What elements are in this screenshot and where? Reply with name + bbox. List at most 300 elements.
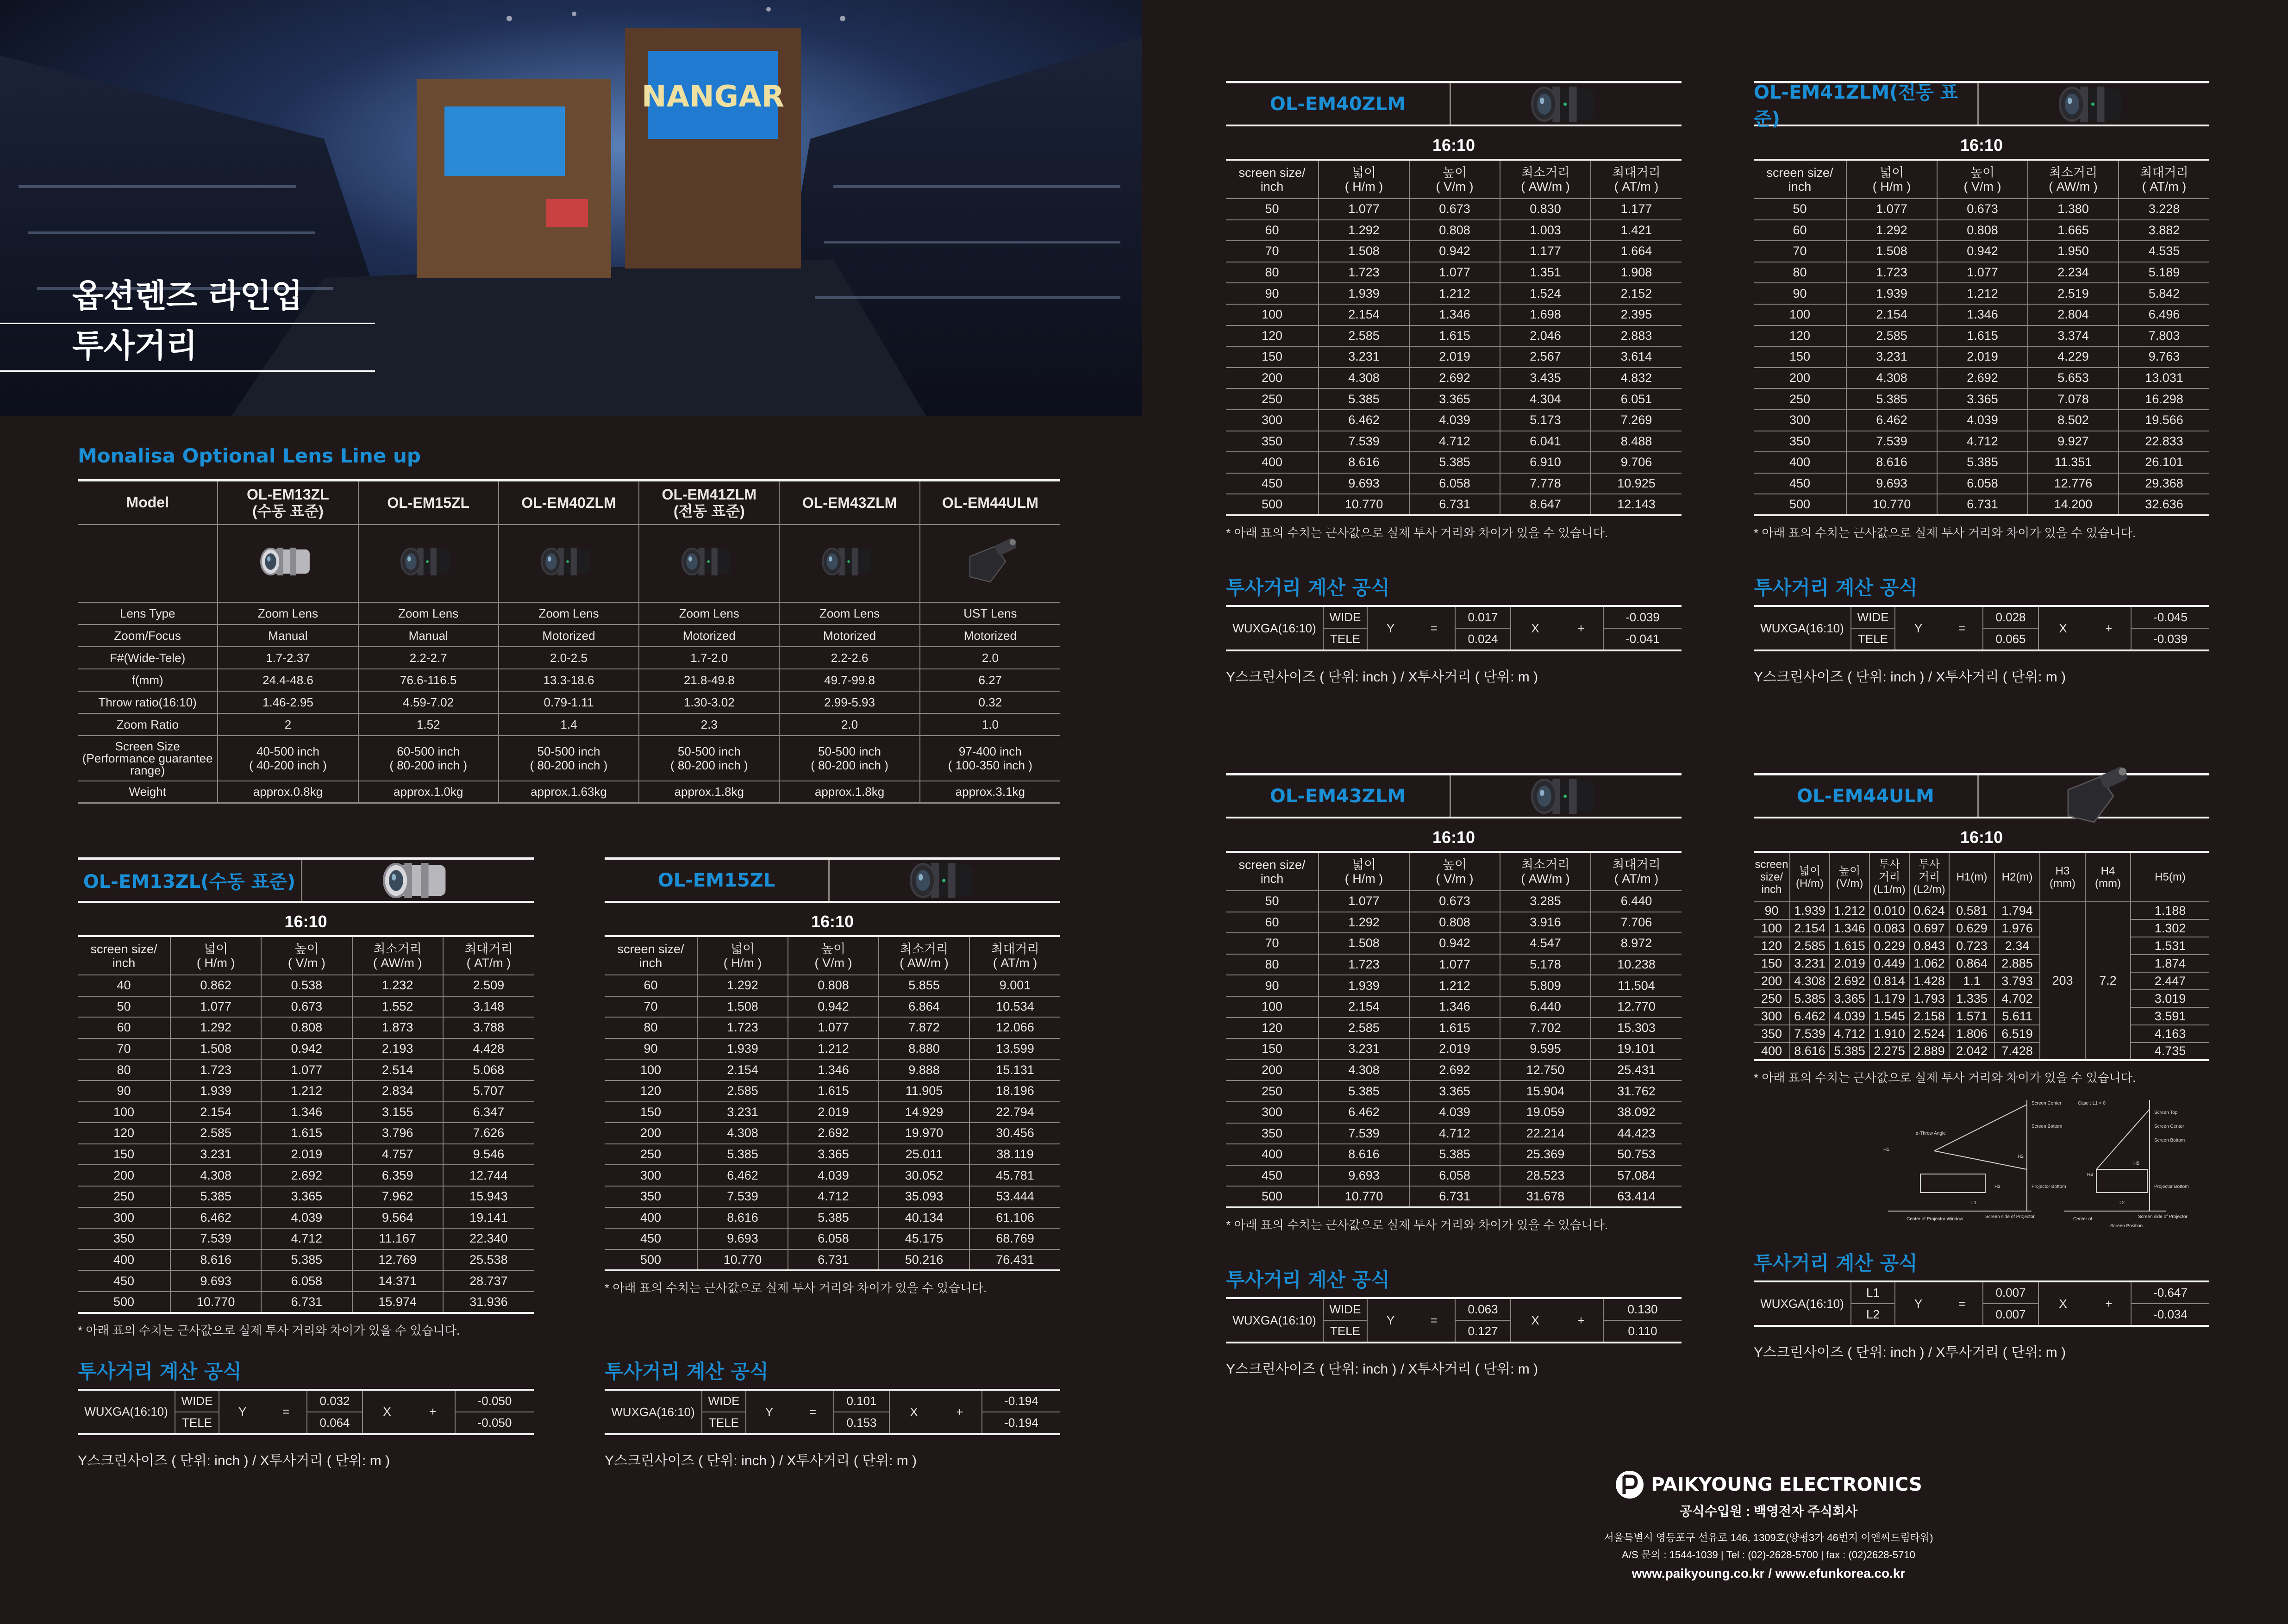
table-cell: 28.737 bbox=[443, 1270, 534, 1292]
table-cell: 9.888 bbox=[879, 1059, 969, 1081]
table-cell: 8.880 bbox=[879, 1038, 969, 1060]
table-cell: 30.456 bbox=[969, 1123, 1060, 1144]
table-cell: 11.167 bbox=[352, 1228, 443, 1249]
table-cell: 350 bbox=[1226, 1123, 1319, 1144]
model-name: OL-EM44ULM bbox=[920, 481, 1060, 525]
table-cell: 2.585 bbox=[697, 1081, 788, 1102]
table-cell: 19.141 bbox=[443, 1207, 534, 1229]
table-cell: 12.750 bbox=[1500, 1060, 1591, 1081]
table-cell: 1.723 bbox=[170, 1059, 261, 1081]
table-cell: 200 bbox=[1226, 1060, 1319, 1081]
col-header: 높이 (V/m) bbox=[1830, 852, 1869, 902]
table-cell: 3.365 bbox=[261, 1186, 352, 1207]
formula-table bbox=[1754, 1280, 2209, 1327]
table-cell: 9.001 bbox=[969, 975, 1060, 996]
table-cell: 2.692 bbox=[1937, 368, 2028, 389]
table-cell: 3.019 bbox=[2131, 990, 2209, 1007]
table-cell: 350 bbox=[78, 1228, 170, 1249]
formula-coef-a: 0.024 bbox=[1455, 628, 1511, 650]
footer-web[interactable] bbox=[1500, 1566, 2037, 1581]
table-cell: 13.031 bbox=[2119, 368, 2209, 389]
overview-table bbox=[78, 479, 1060, 806]
table-cell: 25.538 bbox=[443, 1249, 534, 1271]
lens-icon bbox=[2050, 764, 2138, 829]
aspect-ratio: 16:10 bbox=[1960, 136, 2003, 155]
table-cell: 2.692 bbox=[261, 1165, 352, 1186]
formula-tele-label: TELE bbox=[175, 1412, 219, 1434]
table-cell: 100 bbox=[1754, 304, 1846, 325]
table-cell: 1.794 bbox=[1994, 902, 2040, 919]
table-cell: 450 bbox=[78, 1270, 170, 1292]
table-cell: 1.346 bbox=[788, 1059, 879, 1081]
table-cell: 6.058 bbox=[1409, 473, 1500, 494]
spec-value: 24.4-48.6 bbox=[218, 669, 358, 691]
formula-x: X bbox=[2038, 1281, 2087, 1326]
lens-image-cell bbox=[218, 525, 358, 602]
table-cell: 250 bbox=[1226, 1081, 1319, 1102]
lens-name: OL-EM13ZL(수동 표준) bbox=[78, 860, 302, 901]
table-cell: 2.885 bbox=[1994, 955, 2040, 972]
table-cell: 0.942 bbox=[261, 1038, 352, 1060]
table-cell: 0.808 bbox=[1937, 220, 2028, 241]
table-cell: 400 bbox=[1226, 452, 1319, 473]
table-cell: 3.796 bbox=[352, 1123, 443, 1144]
table-cell: 0.942 bbox=[1409, 933, 1500, 954]
table-cell: 450 bbox=[605, 1228, 697, 1249]
diagram-label: Projector Bottom bbox=[2154, 1184, 2189, 1189]
table-cell: 1.873 bbox=[352, 1017, 443, 1038]
formula-tele-label: L2 bbox=[1851, 1304, 1895, 1326]
table-cell: 90 bbox=[1226, 283, 1319, 304]
aspect-ratio: 16:10 bbox=[1432, 828, 1475, 847]
table-cell: 2.193 bbox=[352, 1038, 443, 1060]
table-cell: 350 bbox=[1226, 431, 1319, 452]
table-cell: 300 bbox=[78, 1207, 170, 1229]
table-cell: 12.776 bbox=[2028, 473, 2119, 494]
table-cell: 31.936 bbox=[443, 1292, 534, 1313]
paikyoung-logo-icon bbox=[1615, 1470, 1644, 1499]
formula-coef-b: -0.045 bbox=[2131, 606, 2209, 628]
table-cell: 12.066 bbox=[969, 1017, 1060, 1038]
table-cell: 15.974 bbox=[352, 1292, 443, 1313]
table-cell: 1.077 bbox=[1319, 199, 1409, 220]
table-cell: 1.1 bbox=[1949, 972, 1994, 990]
table-cell: 60 bbox=[1226, 912, 1319, 933]
approx-note: * 아래 표의 수치는 근사값으로 실제 투사 거리와 차이가 있을 수 있습니다. bbox=[1754, 526, 2136, 540]
formula-units: Y스크린사이즈 ( 단위: inch ) / X투사거리 ( 단위: m ) bbox=[1754, 1345, 2066, 1360]
table-cell: 90 bbox=[605, 1038, 697, 1060]
installation-diagram bbox=[1879, 1095, 2194, 1234]
table-cell: 30.052 bbox=[879, 1165, 969, 1186]
table-cell: 61.106 bbox=[969, 1207, 1060, 1229]
formula-table bbox=[78, 1389, 534, 1435]
col-header: 넓이 ( H/m ) bbox=[1846, 160, 1937, 199]
col-header: 높이 ( V/m ) bbox=[788, 936, 879, 975]
formula-coef-b: 0.110 bbox=[1603, 1320, 1682, 1343]
table-cell: 3.231 bbox=[1319, 346, 1409, 368]
spec-value: 1.46-2.95 bbox=[218, 691, 358, 713]
spec-value: Manual bbox=[218, 625, 358, 647]
footer-importer: 공식수입원 : 백영전자 주식회사 bbox=[1679, 1504, 1858, 1518]
table-cell: 2.234 bbox=[2028, 262, 2119, 283]
table-cell: 1.346 bbox=[1409, 304, 1500, 325]
formula-resolution: WUXGA(16:10) bbox=[1226, 1298, 1323, 1343]
table-cell: 6.440 bbox=[1591, 891, 1682, 912]
table-cell: 0.083 bbox=[1869, 919, 1909, 937]
table-cell: 4.308 bbox=[1846, 368, 1937, 389]
table-cell: 2.154 bbox=[697, 1059, 788, 1081]
table-cell: 4.039 bbox=[261, 1207, 352, 1229]
table-cell: 5.855 bbox=[879, 975, 969, 996]
spec-value: Zoom Lens bbox=[499, 602, 639, 625]
formula-coef-a: 0.007 bbox=[1983, 1281, 2038, 1304]
formula-coef-a: 0.064 bbox=[307, 1412, 363, 1434]
table-cell: 22.794 bbox=[969, 1102, 1060, 1123]
image-cell bbox=[78, 525, 218, 602]
table-cell: 0.942 bbox=[788, 996, 879, 1018]
table-cell: 300 bbox=[1226, 1102, 1319, 1123]
spec-value: 21.8-49.8 bbox=[639, 669, 779, 691]
table-cell: 9.564 bbox=[352, 1207, 443, 1229]
spec-value: UST Lens bbox=[920, 602, 1060, 625]
table-cell: 6.462 bbox=[1846, 410, 1937, 431]
table-cell: 2.019 bbox=[788, 1102, 879, 1123]
table-cell: 12.770 bbox=[1591, 996, 1682, 1018]
table-cell: 4.735 bbox=[2131, 1043, 2209, 1060]
formula-y: Y bbox=[1367, 1298, 1413, 1343]
hero-title-line2: 투사거리 bbox=[72, 327, 198, 365]
table-cell: 10.770 bbox=[1319, 494, 1409, 515]
table-cell: 4.712 bbox=[788, 1186, 879, 1207]
model-name: OL-EM15ZL bbox=[358, 481, 499, 525]
formula-units: Y스크린사이즈 ( 단위: inch ) / X투사거리 ( 단위: m ) bbox=[605, 1453, 917, 1469]
table-cell: 70 bbox=[78, 1038, 170, 1060]
table-cell: 500 bbox=[1754, 494, 1846, 515]
table-cell: 1.939 bbox=[170, 1081, 261, 1102]
table-cell: 2.692 bbox=[1830, 972, 1869, 990]
spec-value: 2.2-2.6 bbox=[779, 647, 919, 669]
formula-coef-a: 0.063 bbox=[1455, 1298, 1511, 1320]
table-cell: 7.539 bbox=[170, 1228, 261, 1249]
formula-y: Y bbox=[1895, 1281, 1941, 1326]
table-cell: 12.769 bbox=[352, 1249, 443, 1271]
table-cell: 4.712 bbox=[1937, 431, 2028, 452]
overview-title: Monalisa Optional Lens Line up bbox=[78, 444, 421, 467]
col-header: 최소거리 ( AW/m ) bbox=[1500, 852, 1591, 891]
table-cell: 100 bbox=[1226, 996, 1319, 1018]
lens-name: OL-EM40ZLM bbox=[1226, 83, 1451, 125]
lens-name: OL-EM41ZLM(전동 표준) bbox=[1754, 83, 1979, 125]
table-cell: 80 bbox=[1226, 262, 1319, 283]
spec-value: 50-500 inch ( 80-200 inch ) bbox=[639, 736, 779, 781]
table-cell: 100 bbox=[605, 1059, 697, 1081]
table-cell: 2.019 bbox=[261, 1144, 352, 1165]
formula-y: Y bbox=[219, 1390, 265, 1434]
table-cell: 10.925 bbox=[1591, 473, 1682, 494]
table-cell: 1.188 bbox=[2131, 902, 2209, 919]
table-cell: 4.308 bbox=[1790, 972, 1830, 990]
formula-wide-label: WIDE bbox=[1323, 606, 1367, 628]
table-cell: 500 bbox=[1226, 494, 1319, 515]
spec-value: Motorized bbox=[499, 625, 639, 647]
formula-x: X bbox=[2038, 606, 2087, 650]
diagram-label: Screen Bottom bbox=[2154, 1138, 2185, 1143]
table-cell: 8.616 bbox=[170, 1249, 261, 1271]
table-cell: 7.778 bbox=[1500, 473, 1591, 494]
table-cell: 500 bbox=[1226, 1186, 1319, 1207]
table-cell: 6.910 bbox=[1500, 452, 1591, 473]
formula-coef-b: 0.130 bbox=[1603, 1298, 1682, 1320]
table-cell: 1.428 bbox=[1909, 972, 1949, 990]
table-cell: 2.585 bbox=[170, 1123, 261, 1144]
spec-label: Weight bbox=[78, 781, 218, 803]
table-cell: 1.077 bbox=[1846, 199, 1937, 220]
table-cell: 1.421 bbox=[1591, 220, 1682, 241]
table-cell: 4.039 bbox=[1409, 1102, 1500, 1123]
table-cell: 4.712 bbox=[1409, 431, 1500, 452]
diagram-label: L2 bbox=[2119, 1200, 2125, 1206]
table-cell: 1.232 bbox=[352, 975, 443, 996]
table-cell: 4.229 bbox=[2028, 346, 2119, 368]
formula-plus: + bbox=[2087, 606, 2131, 650]
table-cell: 5.611 bbox=[1994, 1007, 2040, 1025]
aspect-ratio: 16:10 bbox=[284, 912, 327, 931]
table-cell: 1.531 bbox=[2131, 937, 2209, 955]
formula-tele-label: TELE bbox=[1323, 1320, 1367, 1343]
spec-value: 2.99-5.93 bbox=[779, 691, 919, 713]
table-cell: 2.275 bbox=[1869, 1043, 1909, 1060]
table-cell: 2.019 bbox=[1409, 346, 1500, 368]
table-cell: 350 bbox=[1754, 431, 1846, 452]
footer-brand: PAIKYOUNG ELECTRONICS bbox=[1651, 1474, 1922, 1495]
table-cell: 9.706 bbox=[1591, 452, 1682, 473]
table-cell: 76.431 bbox=[969, 1249, 1060, 1271]
table-cell: 7.539 bbox=[1846, 431, 1937, 452]
table-cell: 450 bbox=[1226, 1165, 1319, 1187]
table-cell: 2.046 bbox=[1500, 325, 1591, 347]
throw-table bbox=[1226, 159, 1682, 516]
footer-contacts: A/S 문의 : 1544-1039 | Tel : (02)-2628-5700 | fax : (02)2628-5710 bbox=[1622, 1549, 1915, 1561]
table-cell: 1.698 bbox=[1500, 304, 1591, 325]
formula-coef-a: 0.028 bbox=[1983, 606, 2038, 628]
table-cell: 0.229 bbox=[1869, 937, 1909, 955]
table-cell: 350 bbox=[605, 1186, 697, 1207]
table-cell: 4.712 bbox=[1409, 1123, 1500, 1144]
table-cell: 2.154 bbox=[1319, 304, 1409, 325]
table-cell: 3.435 bbox=[1500, 368, 1591, 389]
table-cell: 50 bbox=[1226, 199, 1319, 220]
table-cell: 1.292 bbox=[1846, 220, 1937, 241]
diagram-label: Screen Center bbox=[2154, 1124, 2184, 1129]
formula-coef-a: 0.007 bbox=[1983, 1304, 2038, 1326]
table-cell: 80 bbox=[605, 1017, 697, 1038]
table-cell: 31.762 bbox=[1591, 1081, 1682, 1102]
table-cell: 5.385 bbox=[1319, 1081, 1409, 1102]
table-cell: 5.707 bbox=[443, 1081, 534, 1102]
table-cell: 1.212 bbox=[1830, 902, 1869, 919]
table-cell: 300 bbox=[1754, 1007, 1790, 1025]
table-cell: 1.908 bbox=[1591, 262, 1682, 283]
table-cell: 80 bbox=[78, 1059, 170, 1081]
table-cell: 1.615 bbox=[1409, 1018, 1500, 1039]
formula-eq: = bbox=[1413, 606, 1455, 650]
table-cell: 25.011 bbox=[879, 1144, 969, 1165]
lens-icon bbox=[956, 536, 1025, 587]
table-cell: 1.552 bbox=[352, 996, 443, 1018]
table-cell: 2.514 bbox=[352, 1059, 443, 1081]
table-cell: 60 bbox=[605, 975, 697, 996]
col-header: 투사 거리 (L2/m) bbox=[1909, 852, 1949, 902]
lens-header bbox=[78, 857, 534, 903]
formula-title: 투사거리 계산 공식 bbox=[1754, 1252, 1918, 1274]
table-cell: 9.763 bbox=[2119, 346, 2209, 368]
spec-value: 2 bbox=[218, 713, 358, 736]
table-cell: 9.693 bbox=[697, 1228, 788, 1249]
diagram-label: Screen Center bbox=[2032, 1101, 2062, 1106]
approx-note: * 아래 표의 수치는 근사값으로 실제 투사 거리와 차이가 있을 수 있습니다. bbox=[1226, 526, 1608, 540]
table-cell: 7.872 bbox=[879, 1017, 969, 1038]
table-cell: 5.385 bbox=[1409, 1144, 1500, 1165]
formula-coef-b: -0.041 bbox=[1603, 628, 1682, 650]
table-cell: 2.585 bbox=[1319, 1018, 1409, 1039]
approx-note: * 아래 표의 수치는 근사값으로 실제 투사 거리와 차이가 있을 수 있습니다. bbox=[78, 1323, 460, 1337]
table-cell: 1.380 bbox=[2028, 199, 2119, 220]
hero-title-line1: 옵션렌즈 라인업 bbox=[72, 277, 303, 315]
spec-label: Zoom Ratio bbox=[78, 713, 218, 736]
lens-image-cell bbox=[779, 525, 919, 602]
lens-icon bbox=[253, 536, 323, 587]
table-cell: 0.673 bbox=[1409, 199, 1500, 220]
table-cell: 2.154 bbox=[1790, 919, 1830, 937]
table-cell: 1.939 bbox=[1319, 975, 1409, 996]
formula-resolution: WUXGA(16:10) bbox=[1226, 606, 1323, 650]
footer-web-link[interactable]: www.paikyoung.co.kr / www.efunkorea.co.kr bbox=[1632, 1566, 1906, 1580]
spec-label: f(mm) bbox=[78, 669, 218, 691]
table-cell: 1.346 bbox=[1409, 996, 1500, 1018]
formula-coef-a: 0.153 bbox=[834, 1412, 889, 1434]
table-cell: 5.189 bbox=[2119, 262, 2209, 283]
table-cell: 19.566 bbox=[2119, 410, 2209, 431]
formula-coef-b: -0.034 bbox=[2131, 1304, 2209, 1326]
table-cell: 5.385 bbox=[697, 1144, 788, 1165]
table-cell: 57.084 bbox=[1591, 1165, 1682, 1187]
table-cell: 1.508 bbox=[1846, 241, 1937, 262]
table-cell: 3.788 bbox=[443, 1017, 534, 1038]
table-cell: 70 bbox=[1226, 933, 1319, 954]
table-cell: 1.351 bbox=[1500, 262, 1591, 283]
model-name: OL-EM13ZL (수동 표준) bbox=[218, 481, 358, 525]
table-cell: 5.385 bbox=[1830, 1043, 1869, 1060]
diagram-label: H3 bbox=[1994, 1184, 2000, 1189]
formula-units: Y스크린사이즈 ( 단위: inch ) / X투사거리 ( 단위: m ) bbox=[1226, 1362, 1538, 1377]
table-cell: 22.833 bbox=[2119, 431, 2209, 452]
table-cell: 4.163 bbox=[2131, 1025, 2209, 1043]
table-cell: 6.347 bbox=[443, 1102, 534, 1123]
table-cell: 3.231 bbox=[1790, 955, 1830, 972]
table-cell: 1.077 bbox=[1409, 954, 1500, 975]
table-cell: 0.843 bbox=[1909, 937, 1949, 955]
table-cell: 4.712 bbox=[261, 1228, 352, 1249]
formula-table bbox=[1754, 605, 2209, 651]
table-cell: 450 bbox=[1226, 473, 1319, 494]
col-header: 최대거리 ( AT/m ) bbox=[1591, 852, 1682, 891]
spec-value: 2.0 bbox=[779, 713, 919, 736]
table-cell: 70 bbox=[605, 996, 697, 1018]
table-cell: 3.228 bbox=[2119, 199, 2209, 220]
model-name: OL-EM43ZLM bbox=[779, 481, 919, 525]
table-cell: 4.757 bbox=[352, 1144, 443, 1165]
col-header: 높이 ( V/m ) bbox=[1409, 160, 1500, 199]
spec-value: approx.1.8kg bbox=[639, 781, 779, 803]
table-cell: 1.212 bbox=[788, 1038, 879, 1060]
table-cell: 32.636 bbox=[2119, 494, 2209, 515]
table-cell: 9.693 bbox=[1319, 473, 1409, 494]
table-cell: 7.269 bbox=[1591, 410, 1682, 431]
table-cell: 0.723 bbox=[1949, 937, 1994, 955]
table-cell: 2.154 bbox=[1846, 304, 1937, 325]
table-cell: 18.196 bbox=[969, 1081, 1060, 1102]
table-cell: 1.874 bbox=[2131, 955, 2209, 972]
table-cell: 200 bbox=[1754, 368, 1846, 389]
table-cell: 150 bbox=[78, 1144, 170, 1165]
table-cell: 0.864 bbox=[1949, 955, 1994, 972]
footer bbox=[1500, 1470, 2037, 1581]
formula-table bbox=[1226, 1297, 1682, 1343]
table-cell: 1.723 bbox=[697, 1017, 788, 1038]
diagram-label: Screen Position bbox=[2110, 1224, 2143, 1229]
table-cell: 2.158 bbox=[1909, 1007, 1949, 1025]
model-name: OL-EM41ZLM (전동 표준) bbox=[639, 481, 779, 525]
col-header: screen size/ inch bbox=[1754, 852, 1790, 902]
model-header: Model bbox=[78, 481, 218, 525]
spec-value: 1.7-2.37 bbox=[218, 647, 358, 669]
formula-x: X bbox=[363, 1390, 411, 1434]
table-cell: 2.447 bbox=[2131, 972, 2209, 990]
diagram-label: H5 bbox=[2133, 1161, 2139, 1166]
hero-rule bbox=[0, 370, 375, 372]
formula-wide-label: WIDE bbox=[175, 1390, 219, 1412]
table-cell: 200 bbox=[1754, 972, 1790, 990]
table-cell: 14.200 bbox=[2028, 494, 2119, 515]
table-cell: 120 bbox=[78, 1123, 170, 1144]
table-cell: 1.212 bbox=[1937, 283, 2028, 304]
table-cell: 8.616 bbox=[1319, 1144, 1409, 1165]
table-cell: 7.539 bbox=[697, 1186, 788, 1207]
lens-header bbox=[1754, 773, 2209, 818]
table-cell: 500 bbox=[78, 1292, 170, 1313]
spec-value: 1.0 bbox=[920, 713, 1060, 736]
spec-value: 50-500 inch ( 80-200 inch ) bbox=[499, 736, 639, 781]
table-cell: 6.731 bbox=[261, 1292, 352, 1313]
table-cell: 50 bbox=[78, 996, 170, 1018]
table-cell: 5.385 bbox=[1937, 452, 2028, 473]
table-cell: 150 bbox=[1754, 346, 1846, 368]
table-cell: 1.939 bbox=[1790, 902, 1830, 919]
table-cell: 1.003 bbox=[1500, 220, 1591, 241]
approx-note: * 아래 표의 수치는 근사값으로 실제 투사 거리와 차이가 있을 수 있습니다. bbox=[1226, 1218, 1608, 1232]
table-cell: 15.904 bbox=[1500, 1081, 1591, 1102]
table-cell: 1.335 bbox=[1949, 990, 1994, 1007]
table-cell: 4.428 bbox=[443, 1038, 534, 1060]
col-header: screen size/ inch bbox=[78, 936, 170, 975]
spec-value: approx.3.1kg bbox=[920, 781, 1060, 803]
table-cell: 13.599 bbox=[969, 1038, 1060, 1060]
table-cell: 7.539 bbox=[1319, 431, 1409, 452]
table-cell: 19.970 bbox=[879, 1123, 969, 1144]
spec-value: 49.7-99.8 bbox=[779, 669, 919, 691]
table-cell: 3.231 bbox=[1319, 1038, 1409, 1060]
table-cell: 120 bbox=[1754, 325, 1846, 347]
